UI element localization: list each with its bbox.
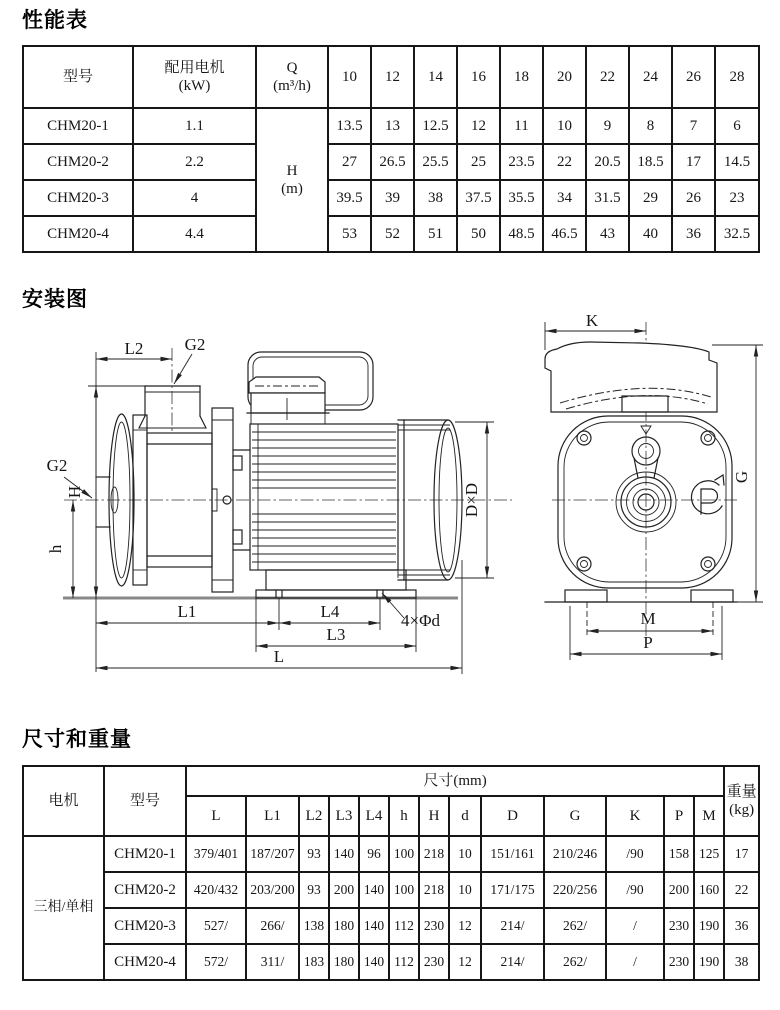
power-cell: 4 xyxy=(133,180,256,216)
brand-logo-icon xyxy=(691,475,724,514)
cell: 311/ xyxy=(246,944,299,980)
power-cell: 1.1 xyxy=(133,108,256,144)
cell: 12 xyxy=(449,944,481,980)
dimensions-table-title: 尺寸和重量 xyxy=(22,728,132,751)
dim-label-p: P xyxy=(643,633,653,652)
cell: /90 xyxy=(606,836,664,872)
cell: 218 xyxy=(419,836,449,872)
table-row xyxy=(23,872,759,908)
cell: 125 xyxy=(694,836,724,872)
dim-label-m: M xyxy=(640,609,656,628)
cell: 25.5 xyxy=(414,144,457,180)
table-row xyxy=(23,908,759,944)
dim-label-dxd: D×D xyxy=(462,482,481,518)
table-row xyxy=(23,216,759,252)
col-header-model: 型号 xyxy=(23,46,133,108)
dim-label-l: L xyxy=(273,647,285,666)
cell: 180 xyxy=(329,944,359,980)
cell: 230 xyxy=(664,944,694,980)
cell: 48.5 xyxy=(500,216,543,252)
cell: 36 xyxy=(672,216,715,252)
cell: 40 xyxy=(629,216,672,252)
cell: 230 xyxy=(664,908,694,944)
cell: 31.5 xyxy=(586,180,629,216)
dim-label-k: K xyxy=(585,311,599,330)
cell: 200 xyxy=(664,872,694,908)
col-header-flow: Q (m³/h) xyxy=(256,46,328,108)
col-header: M xyxy=(694,796,724,836)
model-cell: CHM20-3 xyxy=(23,180,133,216)
installation-diagram-title: 安装图 xyxy=(22,288,88,311)
model-cell: CHM20-4 xyxy=(104,944,186,980)
col-header: L3 xyxy=(329,796,359,836)
cell: 12 xyxy=(449,908,481,944)
cell: 38 xyxy=(414,180,457,216)
cell: 151/161 xyxy=(481,836,544,872)
col-header: L4 xyxy=(359,796,389,836)
cell: 140 xyxy=(359,872,389,908)
model-cell: CHM20-2 xyxy=(23,144,133,180)
cell: 100 xyxy=(389,836,419,872)
cell: 140 xyxy=(359,944,389,980)
cell: 13.5 xyxy=(328,108,371,144)
col-header-weight: 重量 (kg) xyxy=(724,766,759,836)
model-cell: CHM20-4 xyxy=(23,216,133,252)
cell: 266/ xyxy=(246,908,299,944)
col-header: K xyxy=(606,796,664,836)
installation-diagram xyxy=(0,310,780,690)
dim-label-g: G xyxy=(732,470,751,484)
terminal-box xyxy=(247,352,373,424)
cell: 262/ xyxy=(544,908,606,944)
cell: 10 xyxy=(543,108,586,144)
model-cell: CHM20-3 xyxy=(104,908,186,944)
weight-cell: 38 xyxy=(724,944,759,980)
cell: 52 xyxy=(371,216,414,252)
cell: 12.5 xyxy=(414,108,457,144)
dim-label-h-base: h xyxy=(46,544,65,554)
cell: 100 xyxy=(389,872,419,908)
cell: 96 xyxy=(359,836,389,872)
cell: / xyxy=(606,944,664,980)
cell: 13 xyxy=(371,108,414,144)
power-cell: 2.2 xyxy=(133,144,256,180)
table-row xyxy=(23,108,759,144)
flow-value: 12 xyxy=(371,46,414,108)
cell: 262/ xyxy=(544,944,606,980)
cell: 37.5 xyxy=(457,180,500,216)
cell: 112 xyxy=(389,908,419,944)
cell: 420/432 xyxy=(186,872,246,908)
flow-value: 18 xyxy=(500,46,543,108)
weight-cell: 17 xyxy=(724,836,759,872)
cell: 10 xyxy=(449,836,481,872)
motor xyxy=(247,352,398,570)
cell: 26.5 xyxy=(371,144,414,180)
cell: 53 xyxy=(328,216,371,252)
cell: 171/175 xyxy=(481,872,544,908)
flow-value: 28 xyxy=(715,46,759,108)
cell: 200 xyxy=(329,872,359,908)
cell: 26 xyxy=(672,180,715,216)
cell: 18.5 xyxy=(629,144,672,180)
cell: 35.5 xyxy=(500,180,543,216)
cell: 203/200 xyxy=(246,872,299,908)
table-row xyxy=(23,944,759,980)
cell: 93 xyxy=(299,836,329,872)
performance-table xyxy=(22,45,760,253)
dim-label-g2-top: G2 xyxy=(184,335,206,354)
cell: 14.5 xyxy=(715,144,759,180)
dim-label-l3: L3 xyxy=(326,625,346,644)
model-cell: CHM20-2 xyxy=(104,872,186,908)
cell: 572/ xyxy=(186,944,246,980)
performance-table-title: 性能表 xyxy=(22,9,88,32)
cell: 23 xyxy=(715,180,759,216)
mounting-foot xyxy=(256,570,416,598)
cell: 210/246 xyxy=(544,836,606,872)
col-header: H xyxy=(419,796,449,836)
cell: 190 xyxy=(694,908,724,944)
cell: 220/256 xyxy=(544,872,606,908)
col-header: h xyxy=(389,796,419,836)
cell: /90 xyxy=(606,872,664,908)
table-row xyxy=(23,836,759,872)
cell: / xyxy=(606,908,664,944)
flow-value: 16 xyxy=(457,46,500,108)
header-row xyxy=(23,766,759,796)
cell: 140 xyxy=(359,908,389,944)
dim-label-l4: L4 xyxy=(320,602,340,621)
end-view-cap xyxy=(545,342,717,412)
col-header-motor: 电机 xyxy=(23,766,104,836)
cell: 160 xyxy=(694,872,724,908)
flow-value: 14 xyxy=(414,46,457,108)
cell: 51 xyxy=(414,216,457,252)
col-header: L xyxy=(186,796,246,836)
cell: 214/ xyxy=(481,908,544,944)
pump-body xyxy=(96,352,250,672)
model-cell: CHM20-1 xyxy=(23,108,133,144)
dim-label-bolt-holes: 4×Φd xyxy=(401,611,441,630)
cell: 23.5 xyxy=(500,144,543,180)
col-header-motor: 配用电机 (kW) xyxy=(133,46,256,108)
cell: 34 xyxy=(543,180,586,216)
motor-fins xyxy=(252,432,396,562)
col-header: D xyxy=(481,796,544,836)
col-header: P xyxy=(664,796,694,836)
pump-end-view xyxy=(545,311,763,660)
end-view-body xyxy=(545,416,737,602)
cell: 218 xyxy=(419,872,449,908)
pump-side-view xyxy=(46,335,512,674)
table-row xyxy=(23,144,759,180)
cell: 8 xyxy=(629,108,672,144)
cell: 190 xyxy=(694,944,724,980)
cell: 230 xyxy=(419,908,449,944)
cell: 39 xyxy=(371,180,414,216)
cell: 230 xyxy=(419,944,449,980)
weight-cell: 22 xyxy=(724,872,759,908)
flow-value: 26 xyxy=(672,46,715,108)
dim-label-l2: L2 xyxy=(124,339,144,358)
header-row xyxy=(23,46,759,108)
cell: 43 xyxy=(586,216,629,252)
cell: 379/401 xyxy=(186,836,246,872)
cell: 214/ xyxy=(481,944,544,980)
col-header: d xyxy=(449,796,481,836)
flow-value: 20 xyxy=(543,46,586,108)
col-header: L1 xyxy=(246,796,299,836)
cell: 25 xyxy=(457,144,500,180)
cell: 17 xyxy=(672,144,715,180)
col-header: L2 xyxy=(299,796,329,836)
cell: 46.5 xyxy=(543,216,586,252)
cell: 187/207 xyxy=(246,836,299,872)
cell: 6 xyxy=(715,108,759,144)
cell: 39.5 xyxy=(328,180,371,216)
col-header-dims-group: 尺寸(mm) xyxy=(186,766,724,796)
cell: 158 xyxy=(664,836,694,872)
cell: 112 xyxy=(389,944,419,980)
power-cell: 4.4 xyxy=(133,216,256,252)
cell: 10 xyxy=(449,872,481,908)
flow-value: 22 xyxy=(586,46,629,108)
table-row xyxy=(23,180,759,216)
flow-value: 10 xyxy=(328,46,371,108)
cell: 20.5 xyxy=(586,144,629,180)
cell: 140 xyxy=(329,836,359,872)
cell: 7 xyxy=(672,108,715,144)
cell: 12 xyxy=(457,108,500,144)
model-cell: CHM20-1 xyxy=(104,836,186,872)
cell: 93 xyxy=(299,872,329,908)
cell: 50 xyxy=(457,216,500,252)
motor-type-cell: 三相/单相 xyxy=(23,836,104,980)
cell: 138 xyxy=(299,908,329,944)
dim-label-g2-left: G2 xyxy=(46,456,68,475)
flow-value: 24 xyxy=(629,46,672,108)
discharge-port xyxy=(139,386,206,428)
cell: 32.5 xyxy=(715,216,759,252)
weight-cell: 36 xyxy=(724,908,759,944)
cell: 29 xyxy=(629,180,672,216)
dim-label-l1: L1 xyxy=(177,602,197,621)
cell: 527/ xyxy=(186,908,246,944)
dimensions-table xyxy=(22,765,760,981)
cell: 183 xyxy=(299,944,329,980)
cell: 180 xyxy=(329,908,359,944)
col-header-model: 型号 xyxy=(104,766,186,836)
cell: 11 xyxy=(500,108,543,144)
cell: 22 xyxy=(543,144,586,180)
head-unit-cell: H (m) xyxy=(256,108,328,252)
cell: 27 xyxy=(328,144,371,180)
dim-label-h-total: H xyxy=(65,485,84,499)
col-header: G xyxy=(544,796,606,836)
cell: 9 xyxy=(586,108,629,144)
